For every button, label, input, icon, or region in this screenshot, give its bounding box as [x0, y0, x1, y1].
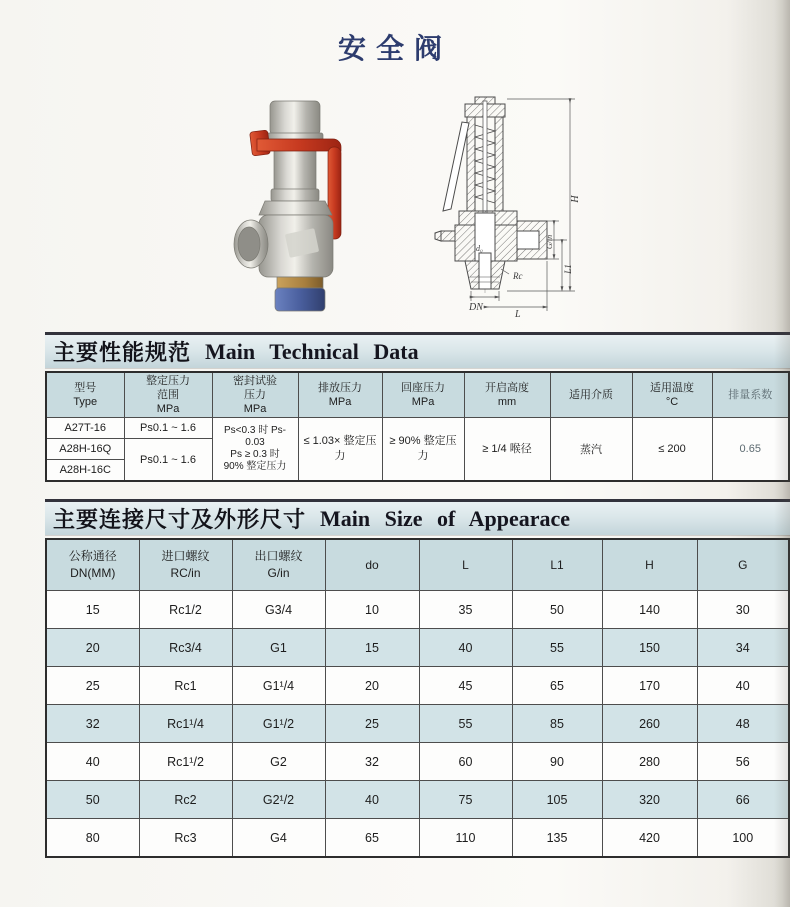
dim-label-do: d₀: [476, 244, 483, 253]
size-col-inlet-thread: 进口螺纹 RC/in: [139, 539, 232, 591]
dim-label-l1: L1: [563, 264, 573, 274]
dim-label-l: L: [515, 309, 521, 317]
cell-do: 65: [325, 819, 419, 858]
size-row-dn80: [46, 819, 789, 858]
cell-l: 40: [419, 629, 512, 667]
cell-inlet: Rc1/2: [139, 591, 232, 629]
tech-col-medium: 适用介质: [550, 372, 632, 418]
size-row-dn25: [46, 667, 789, 705]
medium-cell: 蒸汽: [550, 418, 632, 482]
dim-label-rc: Rc: [513, 271, 523, 281]
type-cell: A28H-16C: [46, 460, 124, 482]
size-col-l: L: [419, 539, 512, 591]
cell-l1: 135: [512, 819, 602, 858]
tech-col-coefficient: 排量系数: [712, 372, 789, 418]
cell-l: 35: [419, 591, 512, 629]
tech-col-type: 型号 Type: [46, 372, 124, 418]
dim-label-g-in: G/in: [545, 234, 554, 250]
opening-height-cell: ≥ 1/4 喉径: [464, 418, 550, 482]
cell-outlet: G3/4: [232, 591, 325, 629]
cell-dn: 32: [46, 705, 139, 743]
cell-do: 20: [325, 667, 419, 705]
cell-do: 40: [325, 781, 419, 819]
set-pressure-cell: Ps0.1 ~ 1.6: [124, 439, 212, 482]
valve-drawing: [413, 93, 583, 317]
cell-l: 110: [419, 819, 512, 858]
cell-g: 40: [697, 667, 789, 705]
figures-row: [0, 93, 790, 317]
size-col-l1: L1: [512, 539, 602, 591]
size-col-dn: 公称通径 DN(MM): [46, 539, 139, 591]
cell-outlet: G2¹/2: [232, 781, 325, 819]
cell-inlet: Rc1¹/4: [139, 705, 232, 743]
dim-label-dn: DN: [469, 302, 483, 313]
tech-header-row: [46, 372, 789, 418]
cell-inlet: Rc3: [139, 819, 232, 858]
cell-outlet: G1¹/4: [232, 667, 325, 705]
section-title-zh: 主要连接尺寸及外形尺寸: [53, 507, 307, 532]
type-cell: A28H-16Q: [46, 439, 124, 460]
cell-l1: 90: [512, 743, 602, 781]
cell-l1: 50: [512, 591, 602, 629]
size-row-dn32: [46, 705, 789, 743]
size-table: [45, 538, 790, 858]
cell-dn: 20: [46, 629, 139, 667]
cell-dn: 80: [46, 819, 139, 858]
cell-do: 32: [325, 743, 419, 781]
section-header-size: [45, 499, 790, 535]
cell-l: 60: [419, 743, 512, 781]
cell-inlet: Rc2: [139, 781, 232, 819]
valve-section-shapes: [435, 97, 547, 293]
size-col-outlet-thread: 出口螺纹 G/in: [232, 539, 325, 591]
size-row-dn50: [46, 781, 789, 819]
page-title: 安全阀: [337, 34, 452, 65]
cell-h: 140: [602, 591, 697, 629]
cell-l1: 85: [512, 705, 602, 743]
cell-l: 55: [419, 705, 512, 743]
size-row-dn15: [46, 591, 789, 629]
tech-col-reseat: 回座压力 MPa: [382, 372, 464, 418]
temperature-cell: ≤ 200: [632, 418, 712, 482]
section-header-technical: [45, 332, 790, 368]
tech-col-seal-test: 密封试验 压力 MPa: [212, 372, 298, 418]
cell-dn: 25: [46, 667, 139, 705]
cell-l1: 55: [512, 629, 602, 667]
cell-do: 25: [325, 705, 419, 743]
cell-h: 170: [602, 667, 697, 705]
cell-g: 34: [697, 629, 789, 667]
set-pressure-cell: Ps0.1 ~ 1.6: [124, 418, 212, 439]
size-header-row: [46, 539, 789, 591]
dim-label-h: H: [570, 195, 581, 203]
cell-g: 56: [697, 743, 789, 781]
cell-g: 48: [697, 705, 789, 743]
tech-col-set-pressure: 整定压力 范围 MPa: [124, 372, 212, 418]
cell-g: 30: [697, 591, 789, 629]
size-col-do: do: [325, 539, 419, 591]
reseat-cell: ≥ 90% 整定压力: [382, 418, 464, 482]
cell-h: 320: [602, 781, 697, 819]
cell-do: 15: [325, 629, 419, 667]
cell-inlet: Rc1¹/2: [139, 743, 232, 781]
section-title-en: Main Technical Data: [205, 338, 419, 364]
valve-photo-shapes: [234, 101, 341, 311]
cell-h: 260: [602, 705, 697, 743]
cell-outlet: G4: [232, 819, 325, 858]
tech-col-discharge: 排放压力 MPa: [298, 372, 382, 418]
tech-col-opening-height: 开启高度 mm: [464, 372, 550, 418]
cell-h: 280: [602, 743, 697, 781]
technical-data-table: [45, 371, 790, 482]
seal-test-cell: Ps<0.3 时 Ps- 0.03 Ps ≥ 0.3 时 90% 整定压力: [212, 418, 298, 482]
size-col-g: G: [697, 539, 789, 591]
cell-dn: 50: [46, 781, 139, 819]
cell-outlet: G2: [232, 743, 325, 781]
size-row-dn20: [46, 629, 789, 667]
cell-l: 45: [419, 667, 512, 705]
cell-h: 150: [602, 629, 697, 667]
cell-outlet: G1: [232, 629, 325, 667]
cell-inlet: Rc1: [139, 667, 232, 705]
tech-row-1: [46, 418, 789, 439]
cell-dn: 15: [46, 591, 139, 629]
cell-l1: 105: [512, 781, 602, 819]
discharge-cell: ≤ 1.03× 整定压力: [298, 418, 382, 482]
cell-h: 420: [602, 819, 697, 858]
size-row-dn40: [46, 743, 789, 781]
valve-photo: [207, 93, 387, 317]
section-title-zh: 主要性能规范: [53, 340, 192, 365]
cell-l: 75: [419, 781, 512, 819]
coefficient-cell: 0.65: [712, 418, 789, 482]
cell-dn: 40: [46, 743, 139, 781]
section-title-en: Main Size of Appearace: [320, 505, 571, 531]
cell-g: 100: [697, 819, 789, 858]
cell-inlet: Rc3/4: [139, 629, 232, 667]
cell-l1: 65: [512, 667, 602, 705]
size-col-h: H: [602, 539, 697, 591]
cell-g: 66: [697, 781, 789, 819]
cell-outlet: G1¹/2: [232, 705, 325, 743]
type-cell: A27T-16: [46, 418, 124, 439]
tech-col-temperature: 适用温度 °C: [632, 372, 712, 418]
cell-do: 10: [325, 591, 419, 629]
